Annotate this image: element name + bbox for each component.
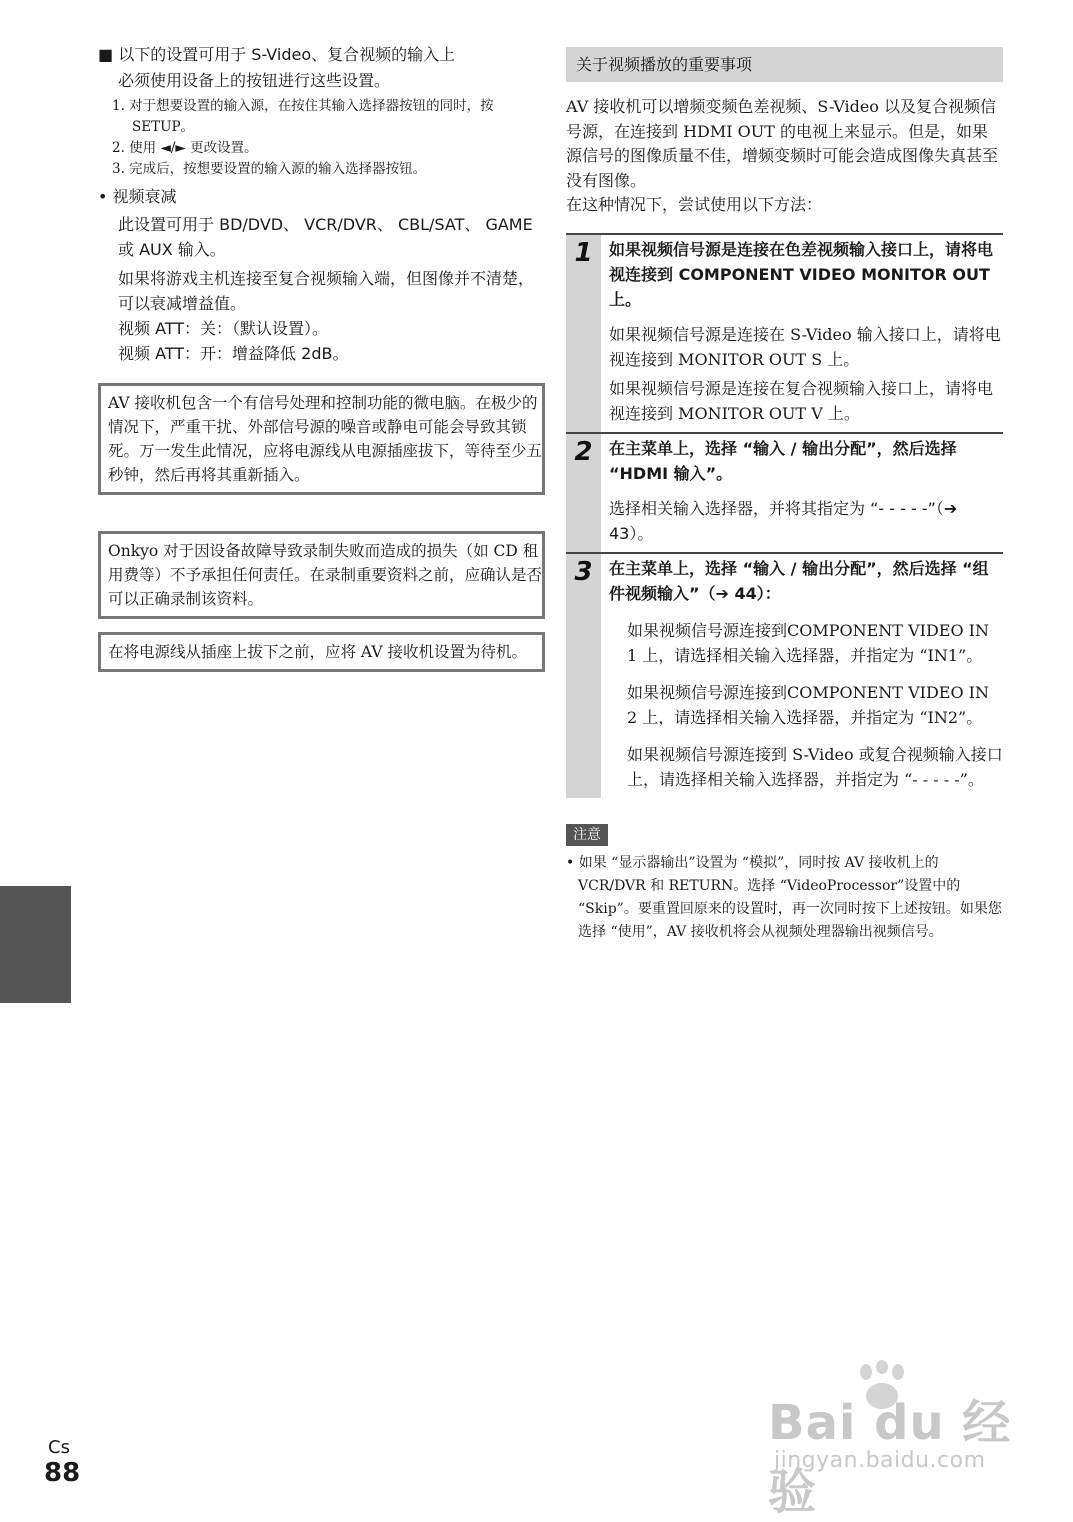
right-column bbox=[566, 47, 1003, 944]
attenuation-off-text: 视频 ATT：关：（默认设置）。 bbox=[118, 319, 329, 338]
attenuation-description: 如果将游戏主机连接至复合视频输入端，但图像并不清楚，可以衰减增益值。 bbox=[118, 269, 535, 313]
list-item: 3. 完成后，按想要设置的输入源的输入选择器按钮。 bbox=[112, 161, 427, 177]
step-detail: 如果视频信号源是连接在 S-Video 输入接口上，请将电视连接到 MONITOR OUT S 上。 bbox=[609, 324, 1001, 369]
settings-steps bbox=[112, 96, 538, 180]
step-instruction: 在主菜单上，选择 “输入 / 输出分配”，然后选择 “HDMI 输入”。 bbox=[609, 438, 957, 483]
step-number: 3 bbox=[566, 554, 601, 798]
step-number: 1 bbox=[566, 235, 601, 432]
attenuation-on-text: 视频 ATT：开：增益降低 2dB。 bbox=[118, 344, 349, 363]
step-detail: 如果视频信号源连接到COMPONENT VIDEO IN 1 上，请选择相关输入选择器，并指定为 “IN1”。 bbox=[627, 620, 989, 665]
standby-notice-box: 在将电源线从插座上拔下之前，应将 AV 接收机设置为待机。 bbox=[98, 632, 545, 672]
recording-disclaimer-box: Onkyo 对于因设备故障导致录制失败而造成的损失（如 CD 租用费等）不予承担任何责任。在录制重要资料之前，应确认是否可以正确录制该资料。 bbox=[98, 531, 545, 619]
step-detail: 如果视频信号源连接到 S-Video 或复合视频输入接口上，请选择相关输入选择器，并指定为 “- - - - -”。 bbox=[627, 744, 1003, 789]
procedure-steps bbox=[566, 233, 1003, 798]
watermark-brand: Bai du 经验 bbox=[768, 1395, 1012, 1520]
section-heading: ■ 以下的设置可用于 S-Video、复合视频的输入上 bbox=[98, 45, 456, 64]
page-number: 88 bbox=[44, 1458, 81, 1488]
step-1 bbox=[566, 235, 1003, 432]
microcomputer-warning-box: AV 接收机包含一个有信号处理和控制功能的微电脑。在极少的情况下，严重干扰、外部信号源的噪音或静电可能会导致其锁死。万一发生此情况，应将电源线从电源插座拔下，等待至少五秒钟，然后再将其重新插入。 bbox=[98, 383, 545, 495]
watermark-url: jingyan.baidu.com bbox=[774, 1448, 986, 1473]
step-3 bbox=[566, 552, 1003, 798]
step-instruction: 在主菜单上，选择 “输入 / 输出分配”，然后选择 “组件视频输入”（➔ 44）： bbox=[609, 558, 989, 603]
step-instruction: 如果视频信号源是连接在色差视频输入接口上，请将电视连接到 COMPONENT VIDEO MONITOR OUT 上。 bbox=[609, 239, 994, 309]
step-number: 2 bbox=[566, 434, 601, 552]
step-2 bbox=[566, 432, 1003, 552]
note-label: 注意 bbox=[566, 824, 608, 846]
intro-text: AV 接收机可以增频变频色差视频、S-Video 以及复合视频信号源，在连接到 HDMI OUT 的电视上来显示。但是，如果源信号的图像质量不佳，增频变频时可能会造成图像失真甚至没有图像。 bbox=[566, 97, 999, 190]
section-subtext: 必须使用设备上的按钮进行这些设置。 bbox=[118, 71, 391, 90]
chapter-tab bbox=[0, 886, 71, 1003]
attenuation-inputs-text: 此设置可用于 BD/DVD、 VCR/DVR、 CBL/SAT、 GAME 或 AUX 输入。 bbox=[118, 215, 533, 259]
step-detail: 选择相关输入选择器，并将其指定为 “- - - - -”（➔ 43）。 bbox=[609, 498, 958, 543]
section-title: 关于视频播放的重要事项 bbox=[566, 47, 1003, 82]
list-item: 1. 对于想要设置的输入源，在按住其输入选择器按钮的同时，按 SETUP。 bbox=[112, 98, 494, 135]
left-column bbox=[98, 44, 538, 366]
list-item: 2. 使用 ◄/► 更改设置。 bbox=[112, 140, 258, 156]
baidu-watermark bbox=[768, 1360, 1018, 1520]
step-detail: 如果视频信号源是连接在复合视频输入接口上，请将电视连接到 MONITOR OUT V 上。 bbox=[609, 378, 994, 423]
intro-text-2: 在这种情况下，尝试使用以下方法： bbox=[566, 195, 823, 214]
language-code: Cs bbox=[48, 1437, 70, 1458]
video-attenuation-heading: • 视频衰减 bbox=[98, 187, 177, 206]
step-detail: 如果视频信号源连接到COMPONENT VIDEO IN 2 上，请选择相关输入选择器，并指定为 “IN2”。 bbox=[627, 682, 989, 727]
note-text: • 如果 “显示器输出”设置为 “模拟”，同时按 AV 接收机上的 VCR/DVR 和 RETURN。选择 “VideoProcessor”设置中的 “Skip”。要重置回原来的设置时，再一次同时按下上述按钮。如果您选择 “使用”，AV 接收机将会从视频处理器输出视频信号。 bbox=[566, 854, 1002, 940]
